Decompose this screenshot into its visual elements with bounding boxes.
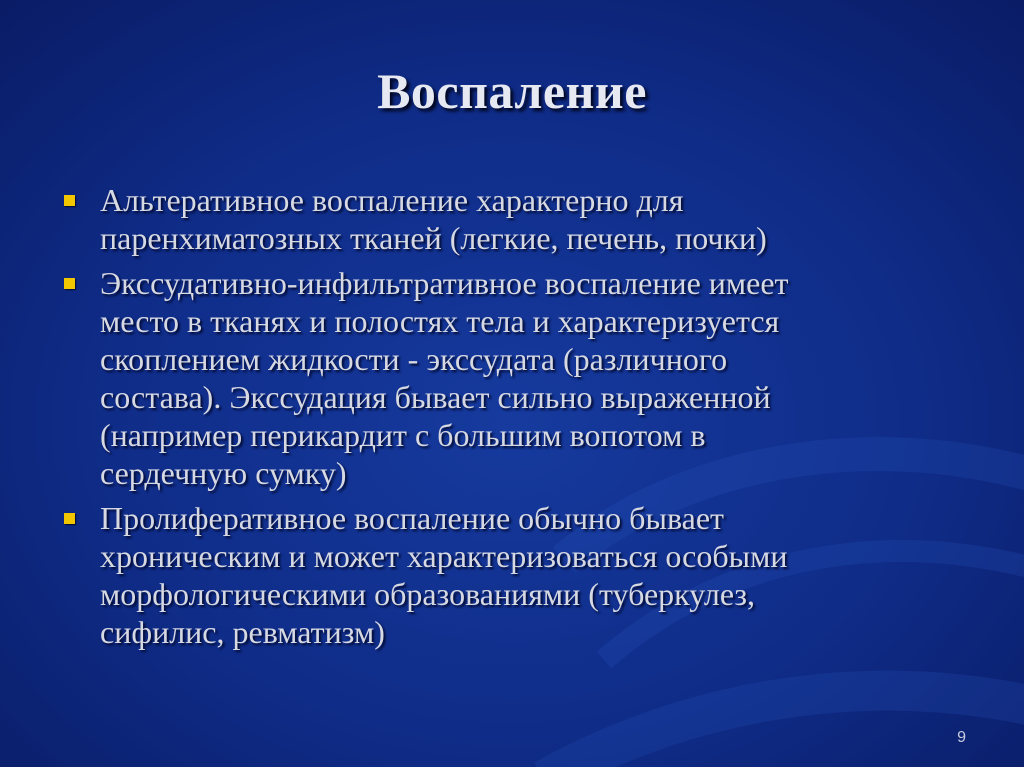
bullet-list	[58, 181, 963, 658]
square-bullet-icon	[64, 513, 75, 524]
slide-title: Воспаление	[377, 63, 647, 119]
square-bullet-icon	[64, 278, 75, 289]
bullet-text: Альтеративное воспаление характерно для паренхиматозных тканей (легкие, печень, почки)	[100, 182, 767, 256]
bullet-text: Пролиферативное воспаление обычно бывает хроническим и может характеризоваться особыми морфологическими образованиями (туберкулез, сифилис, ревматизм)	[100, 500, 788, 650]
list-item	[58, 181, 963, 257]
bullet-text: Экссудативно-инфильтративное воспаление имеет место в тканях и полостях тела и характеризуется скоплением жидкости - экссудата (различного состава). Экссудация бывает сильно выраженной (например перикардит с большим вопотом в сердечную сумку)	[100, 265, 789, 491]
list-item	[58, 499, 963, 651]
list-item	[58, 264, 963, 492]
square-bullet-icon	[64, 195, 75, 206]
page-number: 9	[957, 729, 966, 746]
